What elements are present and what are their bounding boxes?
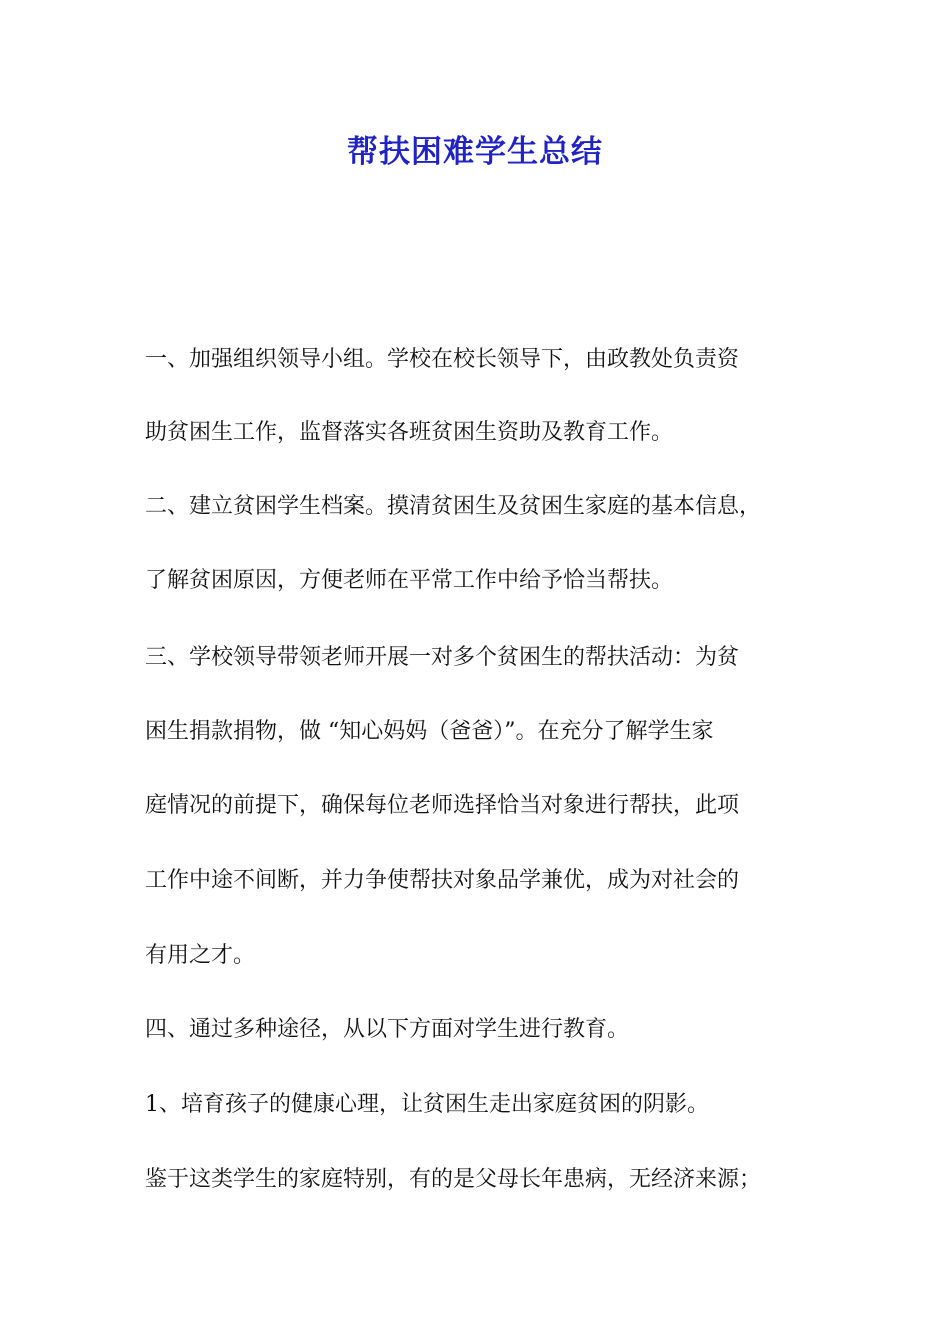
document-title: 帮扶困难学生总结: [347, 134, 603, 170]
body-line: 一、加强组织领导小组。学校在校长领导下，由政教处负责资: [145, 347, 740, 372]
body-line: 四、通过多种途径，从以下方面对学生进行教育。: [145, 1017, 630, 1042]
body-line: 1、培育孩子的健康心理，让贫困生走出家庭贫困的阴影。: [145, 1092, 709, 1117]
body-line: 鉴于这类学生的家庭特别，有的是父母长年患病，无经济来源；: [145, 1167, 762, 1192]
body-line: 了解贫困原因，方便老师在平常工作中给予恰当帮扶。: [145, 568, 674, 593]
body-line: 三、学校领导带领老师开展一对多个贫困生的帮扶活动：为贫: [145, 645, 740, 670]
body-line: 工作中途不间断，并力争使帮扶对象品学兼优，成为对社会的: [145, 868, 740, 893]
body-line: 有用之才。: [145, 943, 256, 968]
body-line: 困生捐款捐物，做 “知心妈妈（爸爸）”。在充分了解学生家: [145, 719, 714, 744]
body-line: 庭情况的前提下，确保每位老师选择恰当对象进行帮扶，此项: [145, 793, 740, 818]
body-line: 助贫困生工作，监督落实各班贫困生资助及教育工作。: [145, 420, 674, 445]
body-line: 二、建立贫困学生档案。摸清贫困生及贫困生家庭的基本信息，: [145, 494, 762, 519]
